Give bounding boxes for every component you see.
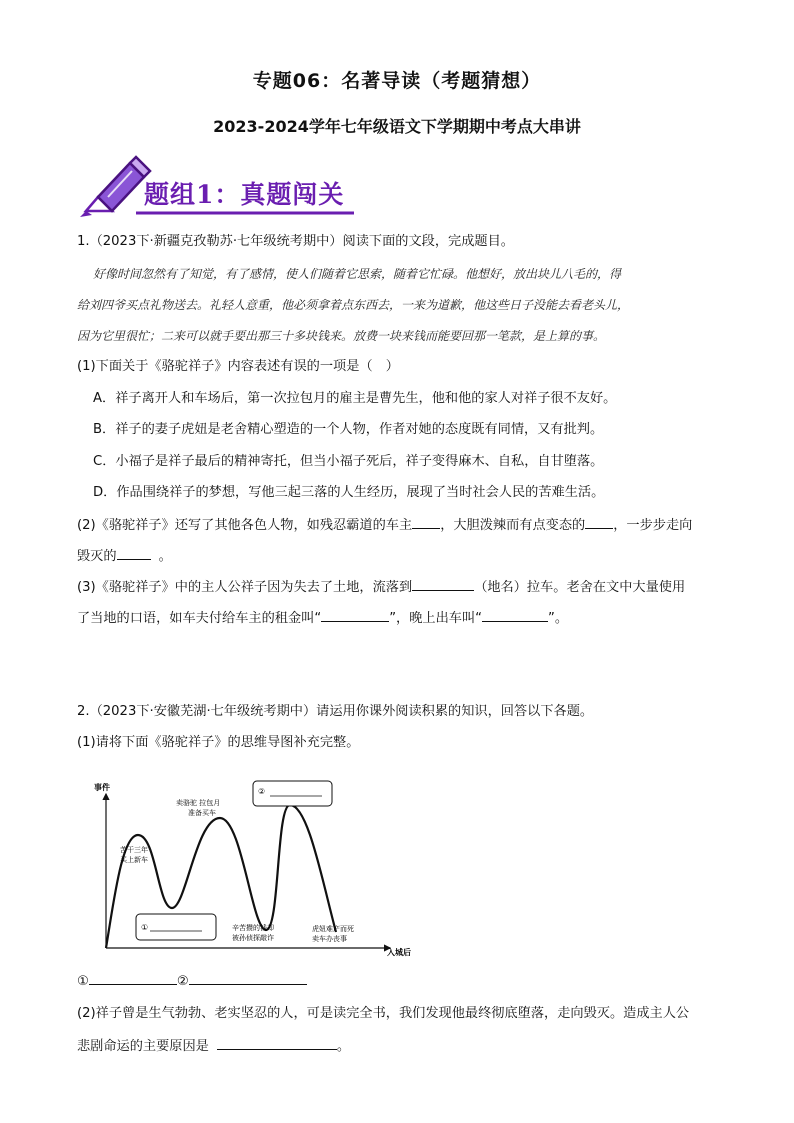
q1-passage-line-2: 给刘四爷买点礼物送去。礼轻人意重，他必须拿着点东西去，一来为道歉，他这些日子没能去看老头儿， xyxy=(77,298,630,312)
y-axis-label: 事件 xyxy=(94,783,110,792)
diagram-blank-label-2: ② xyxy=(258,787,266,796)
annotation-label: 买上新车 xyxy=(120,856,148,864)
annotation-label: 被孙侦探敲诈 xyxy=(232,934,274,942)
q1-option-a: A．祥子离开人和车场后，第一次拉包月的雇主是曹先生，他和他的家人对祥子很不友好。 xyxy=(93,391,617,406)
q1-part2-line-1 xyxy=(77,514,737,536)
annotation-label: 苦干三年 xyxy=(120,846,148,854)
answer-blank[interactable] xyxy=(585,514,613,529)
q2-intro: 2.（2023下·安徽芜湖·七年级统考期中）请运用你课外阅读积累的知识，回答以下各题。 xyxy=(77,704,594,719)
annotation-label: 辛苦攒的钱却 xyxy=(232,924,274,932)
q1-option-c: C．小福子是祥子最后的精神寄托，但当小福子死后，祥子变得麻木、自私，自甘堕落。 xyxy=(93,454,604,469)
x-axis-label: 入城后 xyxy=(387,948,411,957)
q1-part3-line-2 xyxy=(77,607,737,629)
q1-part3-text-c: 了当地的口语，如车夫付给车主的租金叫“ xyxy=(77,611,322,626)
q2-part2-text-c: 。 xyxy=(336,1039,351,1054)
q2-part2-line-2 xyxy=(77,1035,737,1057)
answer-blank[interactable] xyxy=(321,607,389,622)
q1-part3-text-e: ”。 xyxy=(548,611,569,626)
answer-label-2: ② xyxy=(176,974,189,989)
answer-blank[interactable] xyxy=(117,545,151,560)
q1-part2-text-e: 。 xyxy=(158,549,172,564)
answer-blank[interactable] xyxy=(189,970,307,985)
answer-blank[interactable] xyxy=(89,970,177,985)
q1-part3-text-a: (3)《骆驼祥子》中的主人公祥子因为失去了土地，流落到 xyxy=(77,580,413,595)
answer-blank[interactable] xyxy=(412,514,440,529)
answer-label-1: ① xyxy=(77,974,89,989)
q2-part2-line-1: (2)祥子曾是生气勃勃、老实坚忍的人，可是读完全书，我们发现他最终彻底堕落，走向毁灭。造成主人公 xyxy=(77,1006,690,1021)
answer-blank[interactable] xyxy=(482,607,548,622)
q1-part2-text-a: (2)《骆驼祥子》还写了其他各色人物，如残忍霸道的车主 xyxy=(77,518,413,533)
answer-blank[interactable] xyxy=(217,1035,337,1050)
q1-part2-text-d: 毁灭的 xyxy=(77,549,117,564)
q1-part1-stem: (1)下面关于《骆驼祥子》内容表述有误的一项是（ ） xyxy=(77,359,399,374)
q1-part3-text-b: （地名）拉车。老舍在文中大量使用 xyxy=(474,580,686,595)
q1-part3-line-1 xyxy=(77,576,737,598)
q1-option-d: D．作品围绕祥子的梦想，写他三起三落的人生经历，展现了当时社会人民的苦难生活。 xyxy=(93,485,605,500)
annotation-label: 准备买车 xyxy=(188,809,216,817)
page-title: 专题06：名著导读（考题猜想） xyxy=(252,70,542,92)
annotation-label: 虎妞难产而死 xyxy=(312,925,354,933)
q1-part2-text-b: ，大胆泼辣而有点变态的 xyxy=(440,518,586,533)
q1-intro: 1.（2023下·新疆克孜勒苏·七年级统考期中）阅读下面的文段，完成题目。 xyxy=(77,234,514,249)
answer-blank[interactable] xyxy=(412,576,474,591)
q1-part3-text-d: ”，晚上出车叫“ xyxy=(389,611,483,626)
q2-answer-line xyxy=(77,970,737,992)
annotation-label: 卖车办丧事 xyxy=(312,935,347,943)
q1-passage-line-1: 好像时间忽然有了知觉，有了感情，使人们随着它思索，随着它忙碌。他想好，放出块儿八毛的，得 xyxy=(93,267,622,281)
q1-option-b: B．祥子的妻子虎妞是老舍精心塑造的一个人物，作者对她的态度既有同情，又有批判。 xyxy=(93,422,604,437)
section-banner-label: 题组1：真题闯关 xyxy=(144,180,345,209)
q2-part2-text-b: 悲剧命运的主要原因是 xyxy=(77,1039,209,1054)
mind-map-diagram xyxy=(90,780,430,960)
q1-part2-line-2 xyxy=(77,545,737,567)
page-subtitle: 2023-2024学年七年级语文下学期期中考点大串讲 xyxy=(213,117,581,136)
q2-part1-stem: (1)请将下面《骆驼祥子》的思维导图补充完整。 xyxy=(77,735,360,750)
annotation-label: 卖骆驼 拉包月 xyxy=(176,799,221,807)
q1-passage-line-3: 因为它里很忙；二来可以就手要出那三十多块钱来。放费一块来钱而能要回那一笔款，是上算的事。 xyxy=(77,329,606,343)
q1-part2-text-c: ，一步步走向 xyxy=(613,518,693,533)
diagram-blank-label-1: ① xyxy=(141,923,149,932)
